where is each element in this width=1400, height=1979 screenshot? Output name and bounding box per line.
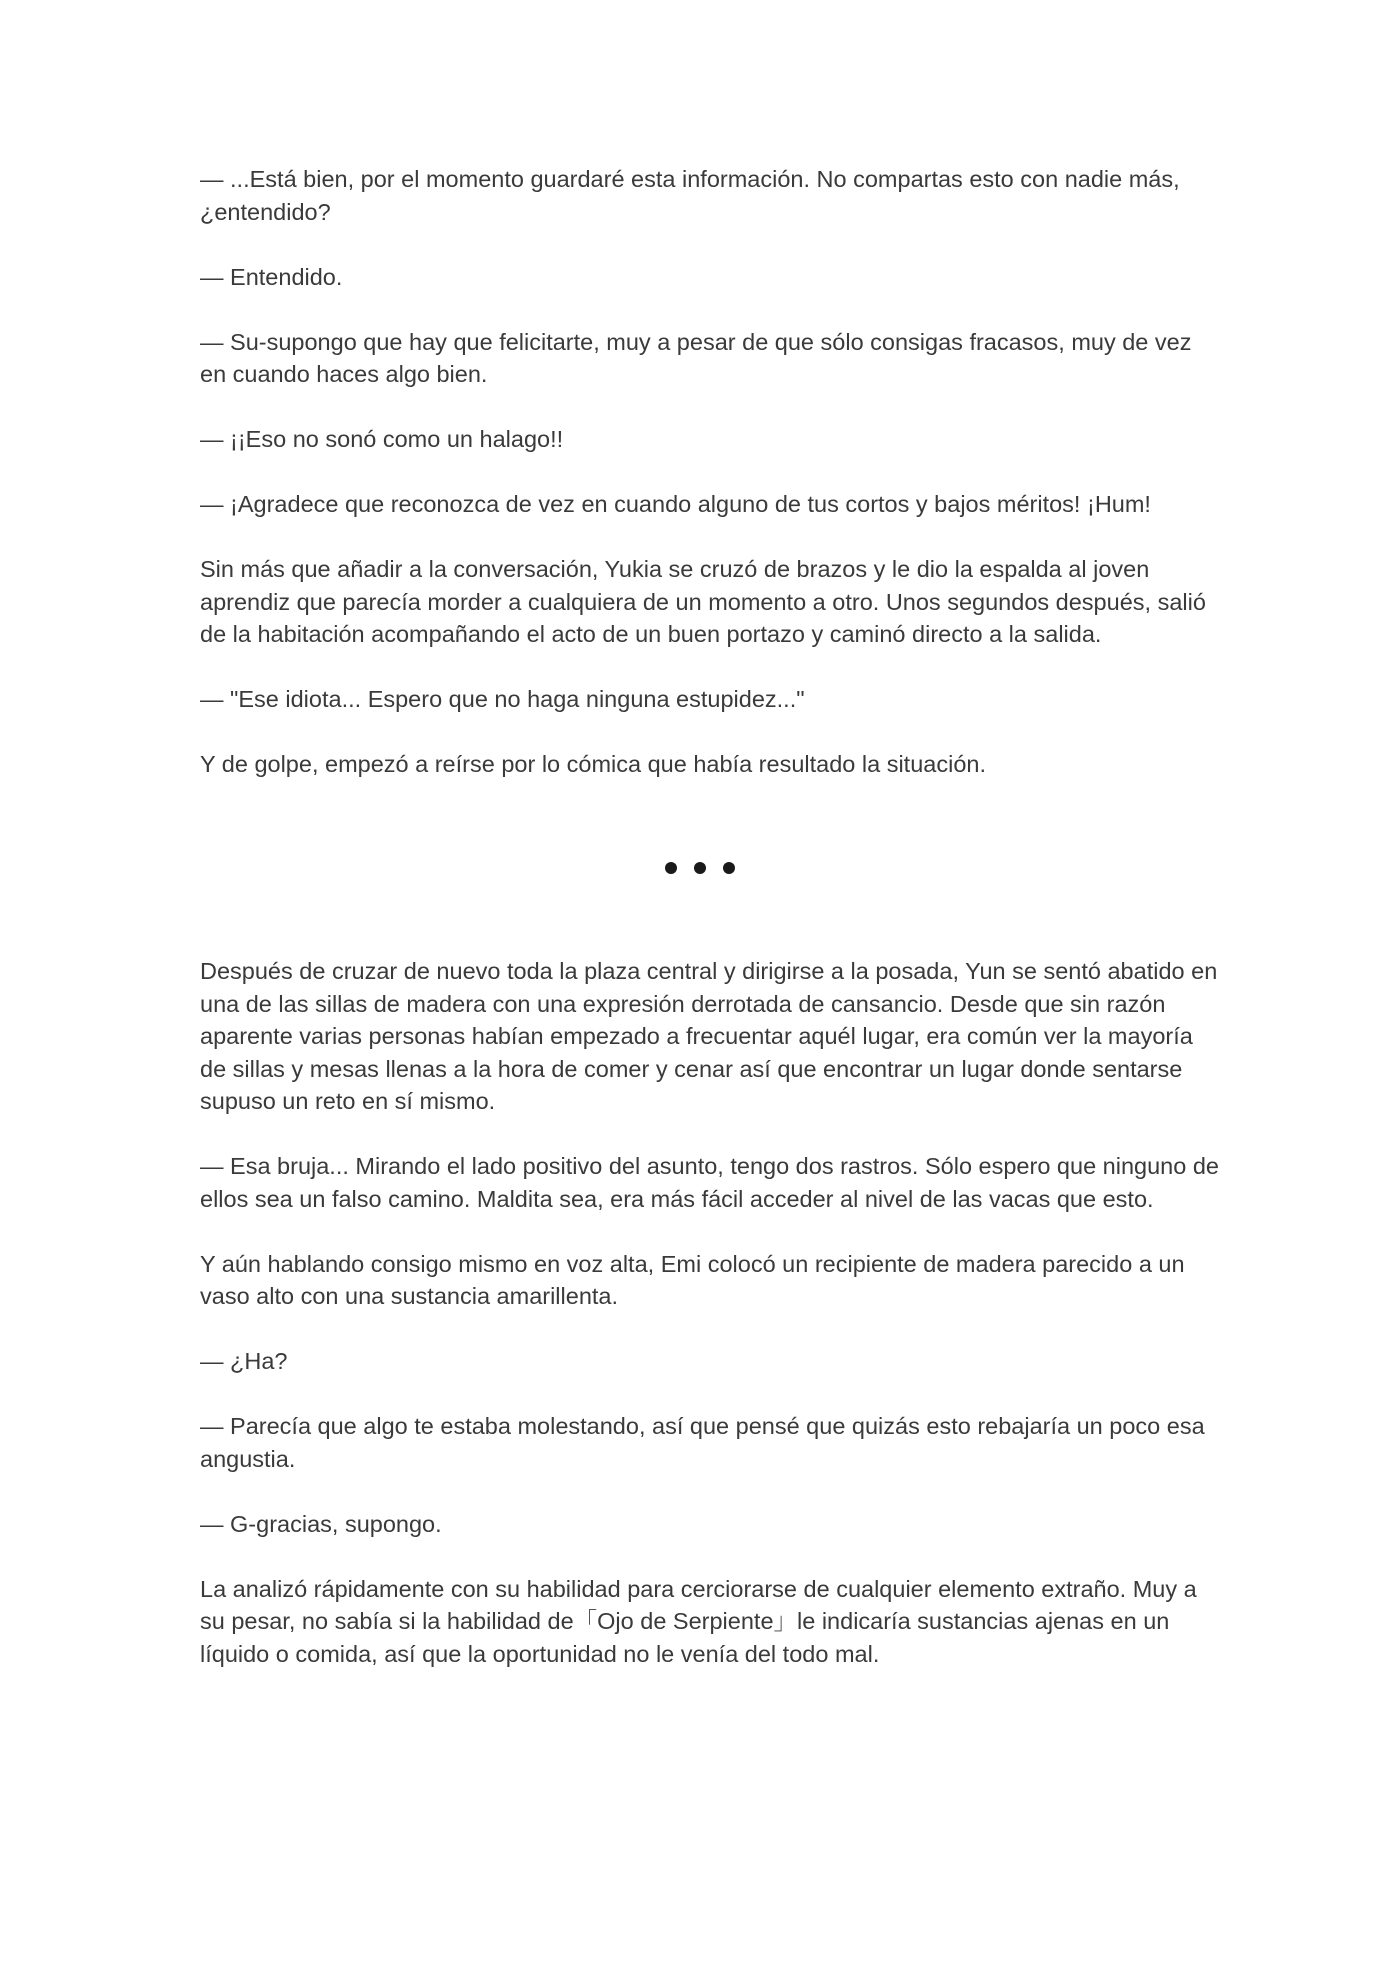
separator-dot-icon [723,862,735,874]
paragraph: La analizó rápidamente con su habilidad para cerciorarse de cualquier elemento extraño. Muy a su pesar, no sabía si la habilidad de「Ojo de Serpiente」le indicaría sustancias ajenas en un líquido o comida, así que la oportunidad no le venía del todo mal. [200,1575,1197,1667]
section-two [200,955,1220,1703]
paragraph: — G-gracias, supongo. [200,1510,442,1537]
paragraph: — ¡Agradece que reconozca de vez en cuando alguno de tus cortos y bajos méritos! ¡Hum! [200,491,1151,517]
paragraph: Sin más que añadir a la conversación, Yukia se cruzó de brazos y le dio la espalda al joven aprendiz que parecía morder a cualquiera de un momento a otro. Unos segundos después, salió de la habitación acompañando el acto de un buen portazo y caminó directo a la salida. [200,556,1206,647]
paragraph: — Entendido. [200,263,343,290]
paragraph: — ¡¡Eso no sonó como un halago!! [200,426,564,452]
paragraph: Y aún hablando consigo mismo en voz alta, Emi colocó un recipiente de madera parecido a un vaso alto con una sustancia amarillenta. [200,1250,1185,1309]
paragraph: Después de cruzar de nuevo toda la plaza central y dirigirse a la posada, Yun se sentó abatido en una de las sillas de madera con una expresión derrotada de cansancio. Desde que sin razón aparente varias personas habían empezado a frecuentar aquél lugar, era común ver la mayoría de sillas y mesas llenas a la hora de comer y cenar así que encontrar un lugar donde sentarse supuso un reto en sí mismo. [200,958,1218,1114]
paragraph: — ¿Ha? [200,1348,288,1374]
paragraph: — ...Está bien, por el momento guardaré esta información. No compartas esto con nadie más, ¿entendido? [200,166,1180,225]
paragraph: — "Ese idiota... Espero que no haga ninguna estupidez..." [200,686,805,712]
paragraph: — Su-supongo que hay que felicitarte, muy a pesar de que sólo consigas fracasos, muy de vez en cuando haces algo bien. [200,328,1192,387]
separator-dot-icon [694,862,706,874]
paragraph: — Esa bruja... Mirando el lado positivo del asunto, tengo dos rastros. Sólo espero que ninguno de ellos sea un falso camino. Maldita sea, era más fácil acceder al nivel de las vacas que esto. [200,1153,1219,1212]
section-one [200,163,1220,813]
paragraph: — Parecía que algo te estaba molestando, así que pensé que quizás esto rebajaría un poco esa angustia. [200,1413,1205,1472]
paragraph: Y de golpe, empezó a reírse por lo cómica que había resultado la situación. [200,751,986,777]
scene-break-separator [0,846,1400,890]
separator-dot-icon [665,862,677,874]
